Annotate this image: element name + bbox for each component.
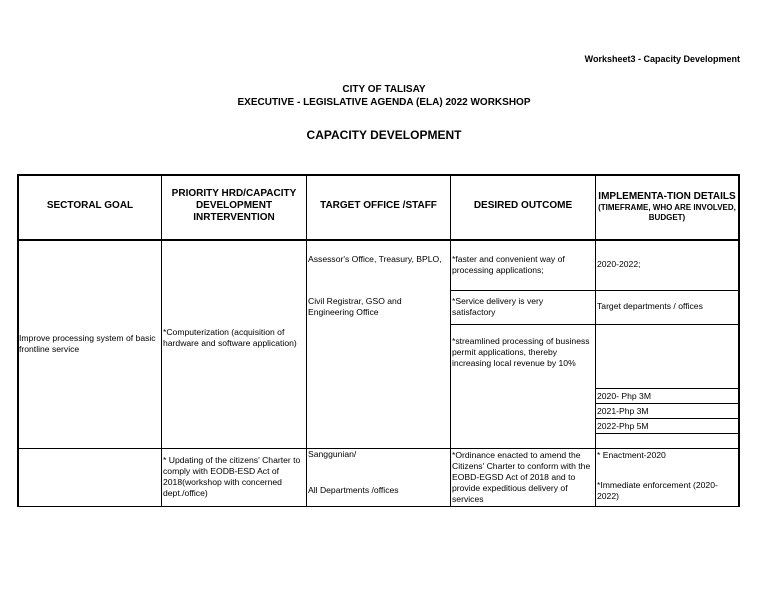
section-title: CAPACITY DEVELOPMENT: [306, 128, 462, 142]
table-border-bottom: [17, 506, 740, 507]
table-border-top: [17, 174, 740, 176]
col-header-priority: PRIORITY HRD/CAPACITY DEVELOPMENT INRTERVENTION: [171, 188, 297, 223]
row1-outcome-c: *streamlined processing of business permit applications, thereby increasing local revenue by 10%: [452, 336, 590, 368]
row1-outcome-a: *faster and convenient way of processing applications;: [452, 254, 565, 275]
row1-office-a: Assessor's Office, Treasury, BPLO,: [308, 254, 442, 264]
col-header-target-office: TARGET OFFICE /STAFF: [320, 200, 437, 211]
row2-office-a: Sanggunian/: [308, 449, 357, 459]
row1-impl-a: 2020-2022;: [597, 259, 641, 269]
row2-impl-b: *Immediate enforcement (2020-2022): [597, 480, 718, 501]
impl-line-3: [595, 388, 740, 389]
impl-line-4: [595, 403, 740, 404]
row1-goal: Improve processing system of basic frontline service: [19, 333, 156, 354]
capacity-table: [17, 174, 740, 507]
city-title: CITY OF TALISAY: [342, 84, 426, 95]
implementation-subtitle: (TIMEFRAME, WHO ARE INVOLVED, BUDGET): [598, 203, 736, 222]
row1-office-b: Civil Registrar, GSO and Engineering Office: [308, 296, 402, 317]
row1-outcome-b: *Service delivery is very satisfactory: [452, 296, 544, 317]
col-divider-4: [595, 174, 596, 507]
col-divider-1: [161, 174, 162, 507]
implementation-title: IMPLEMENTA-TION DETAILS: [598, 191, 736, 202]
col-header-desired-outcome: DESIRED OUTCOME: [473, 200, 573, 211]
row2-outcome: *Ordinance enacted to amend the Citizens' Charter to conform with the EOBD-EGSD Act of 2018 and to provide expeditious delivery of services: [452, 450, 591, 504]
impl-line-2: [595, 324, 740, 325]
outcome-line-2: [450, 324, 596, 325]
outcome-line-1: [450, 290, 596, 291]
impl-line-6: [595, 433, 740, 434]
row1-budget-2021: 2021-Php 3M: [597, 406, 649, 416]
impl-line-5: [595, 418, 740, 419]
table-border-right: [738, 174, 740, 507]
row2-office-b: All Departments /offices: [308, 485, 399, 495]
col-divider-3: [450, 174, 451, 507]
header-divider: [17, 239, 740, 241]
col-header-sectoral-goal: SECTORAL GOAL: [46, 200, 134, 211]
col-header-implementation: [596, 191, 738, 223]
impl-line-1: [595, 290, 740, 291]
row2-intervention: * Updating of the citizens' Charter to comply with EODB-ESD Act of 2018(workshop with concerned dept./office): [163, 455, 301, 498]
row1-intervention: *Computerization (acquisition of hardware and software application): [163, 327, 297, 348]
row1-impl-b: Target departments / offices: [597, 301, 703, 311]
row1-budget-2022: 2022-Php 5M: [597, 421, 649, 431]
col-divider-2: [306, 174, 307, 507]
row1-budget-2020: 2020- Php 3M: [597, 391, 651, 401]
worksheet-label: Worksheet3 - Capacity Development: [584, 54, 740, 64]
agenda-title: EXECUTIVE - LEGISLATIVE AGENDA (ELA) 2022 WORKSHOP: [237, 97, 531, 108]
row2-impl-a: * Enactment-2020: [597, 450, 666, 460]
